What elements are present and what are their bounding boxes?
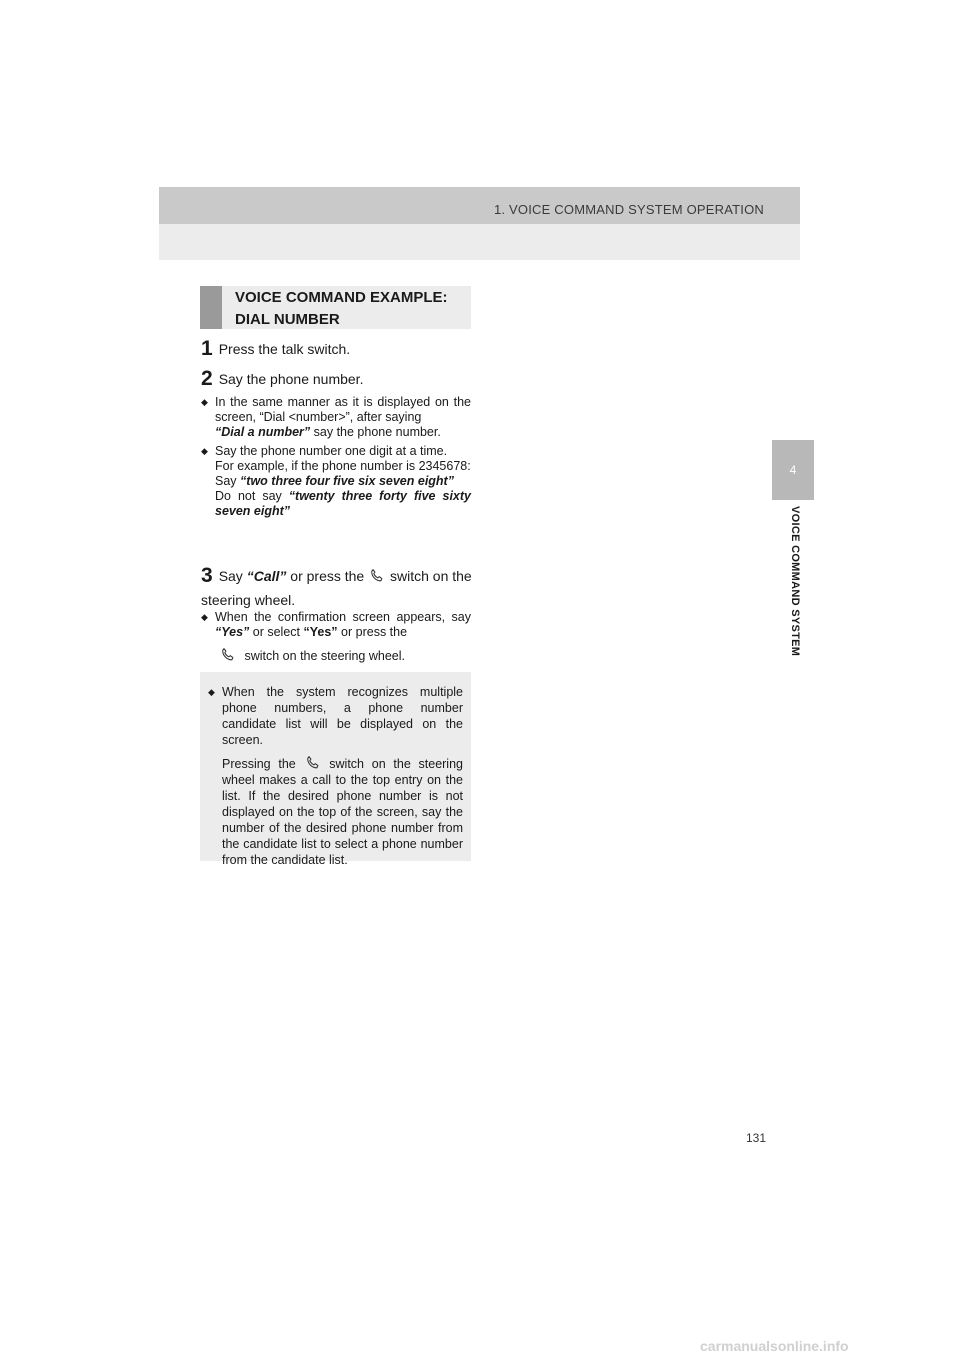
step-number: 3: [201, 564, 213, 587]
section-heading: [200, 286, 471, 329]
diamond-bullet-icon: ◆: [201, 612, 208, 622]
header-title: 1. VOICE COMMAND SYSTEM OPERATION: [493, 202, 764, 217]
step-text: Say the phone number.: [218, 371, 364, 387]
section-title: VOICE COMMAND EXAMPLE: DIAL NUMBER: [235, 289, 448, 328]
step-text: Press the talk switch.: [218, 341, 351, 357]
page-number: 131: [746, 1131, 767, 1145]
note-box: [200, 672, 471, 867]
step-3: 3 Say “Call” or press the switch on the steering wheel.: [201, 564, 472, 608]
diamond-bullet-icon: ◆: [208, 687, 215, 697]
bullet-dial-screen: ◆ In the same manner as it is displayed on the screen, “Dial <number>”, after saying “Dial a number” say the phone number.: [201, 395, 471, 439]
note-text: ◆ When the system recognizes multiple phone numbers, a phone number candidate list will be displayed on the screen. Pressing the switch on the steering wheel makes a call to the top entry on the list. If the desired phone number is not displayed on the top of the screen, say the number of the desired phone number from the candidate list to select a phone number from the candidate list.: [208, 685, 463, 867]
step-1: [201, 338, 473, 360]
step-number: 2: [201, 367, 213, 390]
section-heading-bar: [200, 286, 222, 329]
chapter-tab: 4: [772, 440, 814, 500]
diamond-bullet-icon: ◆: [201, 397, 208, 407]
step-number: 1: [201, 337, 213, 360]
chapter-label: VOICE COMMAND SYSTEM: [789, 506, 801, 657]
bullet-confirmation: ◆ When the confirmation screen appears, say “Yes” or select “Yes” or press the switch on the steering wheel.: [201, 610, 471, 663]
page-header: [159, 187, 800, 260]
phone-icon: [368, 567, 386, 585]
watermark: carmanualsonline.info: [700, 1338, 849, 1354]
bullet-digit-at-a-time: ◆ Say the phone number one digit at a time. For example, if the phone number is 2345678: Say “two three four five six seven eight” Do not say “twenty three forty five sixty seven eight”: [201, 444, 471, 518]
diamond-bullet-icon: ◆: [201, 446, 208, 456]
phone-icon: [304, 754, 322, 772]
phone-icon: [219, 646, 237, 664]
step-2: [201, 368, 473, 390]
